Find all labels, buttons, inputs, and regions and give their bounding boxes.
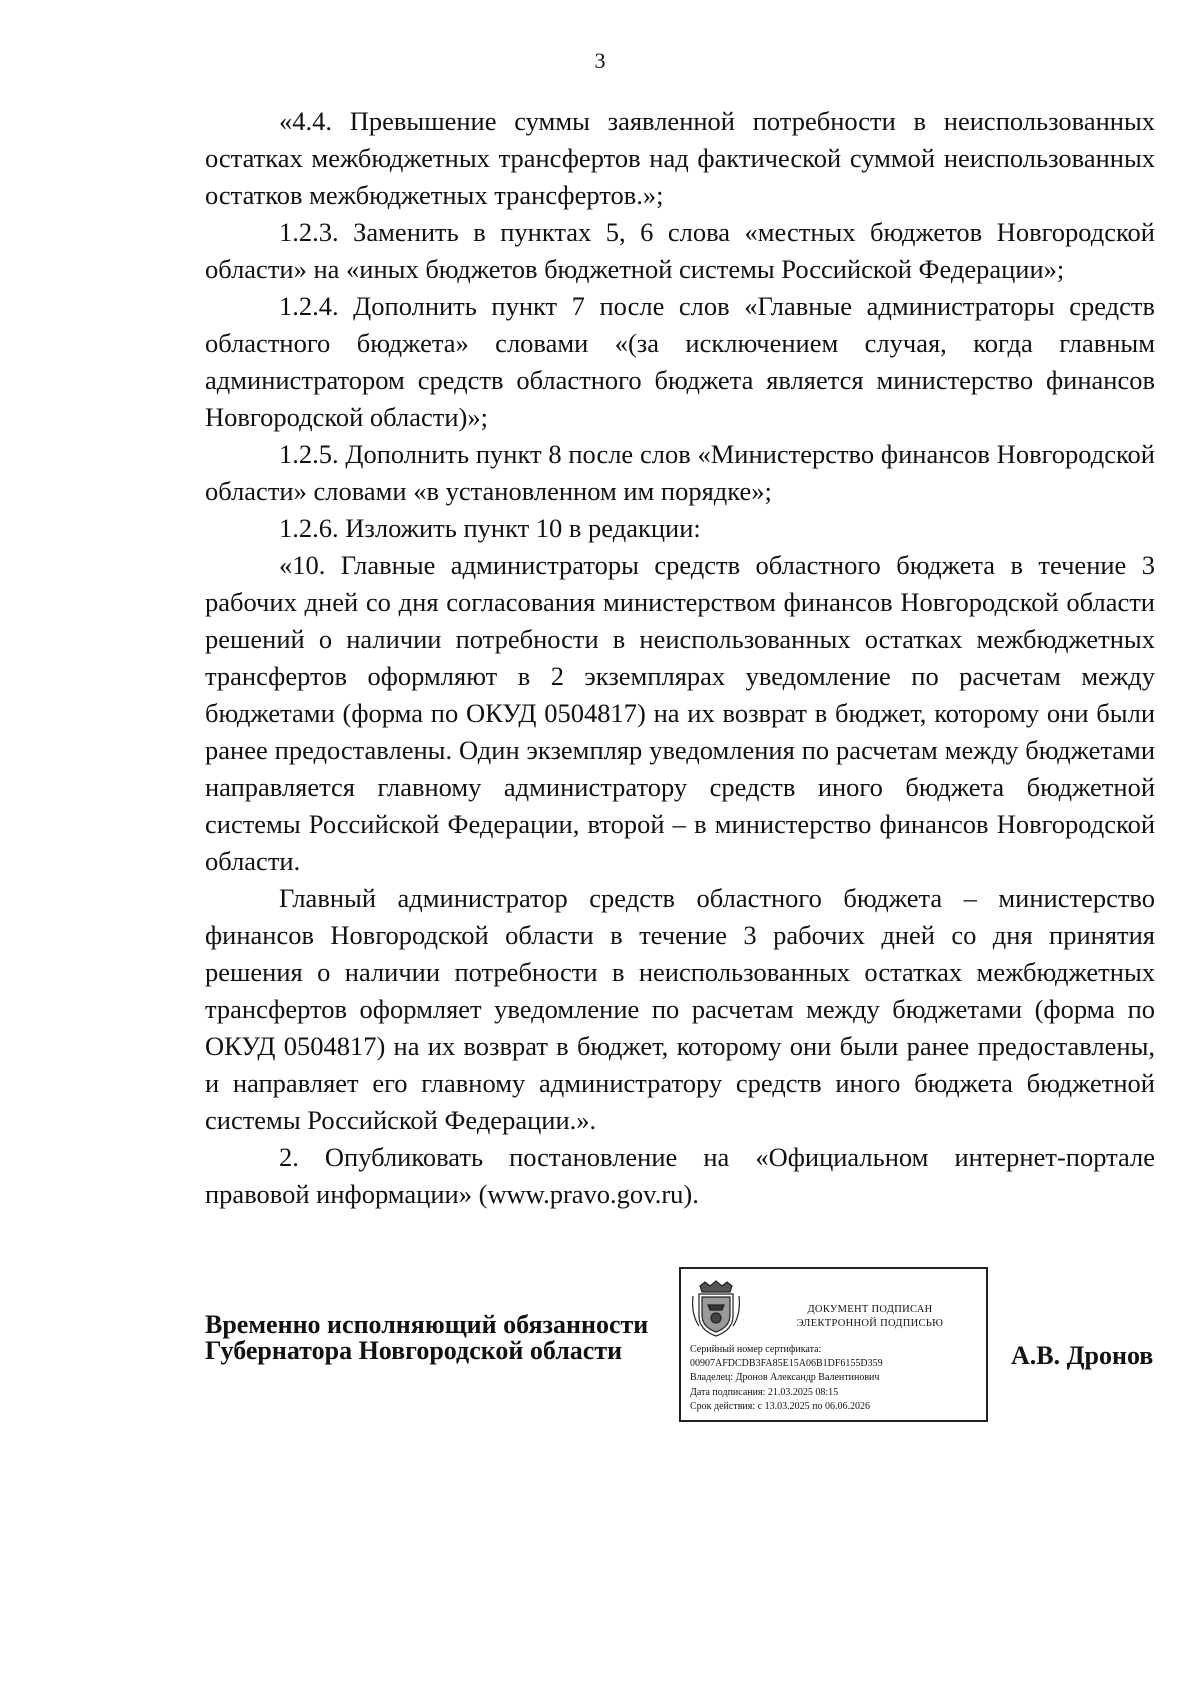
paragraph-10: «10. Главные администраторы средств областного бюджета в течение 3 рабочих дней со дня согласования министерством финансов Новгородской области решений о наличии потребности в неиспользованных остатках межбюджетных трансфертов оформляют в 2 экземплярах уведомление по расчетам между бюджетами (форма по ОКУД 0504817) на их возврат в бюджет, которому они были ранее предоставлены. Один экземпляр уведомления по расчетам между бюджетами направляется главному администратору средств иного бюджета бюджетной системы Российской Федерации, второй – в министерство финансов Новгородской области. (205, 550, 1155, 876)
paragraph-main-administrator: Главный администратор средств областного бюджета – министерство финансов Новгородской области в течение 3 рабочих дней со дня принятия решения о наличии потребности в неиспользованных остатках межбюджетных трансфертов оформляет уведомление по расчетам между бюджетами (форма по ОКУД 0504817) на их возврат в бюджет, которому они были ранее предоставлены, и направляет его главному администратору средств иного бюджета бюджетной системы Российской Федерации.». (205, 883, 1155, 1135)
stamp-heading-line-2: ЭЛЕКТРОННОЙ ПОДПИСЬЮ (796, 1318, 944, 1329)
stamp-heading (757, 1303, 983, 1331)
page-number: 3 (594, 48, 606, 73)
signatory-title-line-1: Временно исполняющий обязанности (205, 1310, 649, 1339)
paragraph-4-4: «4.4. Превышение суммы заявленной потребности в неиспользованных остатках межбюджетных трансфертов над фактической суммой неиспользованных остатков межбюджетных трансфертов.»; (205, 106, 1155, 210)
signer-name: А.В. Дронов (1011, 1341, 1154, 1370)
signatory-title (205, 1312, 648, 1364)
coat-of-arms-icon (691, 1280, 741, 1338)
paragraph-publish: 2. Опубликовать постановление на «Официальном интернет-портале правовой информации» (www.pravo.gov.ru). (205, 1142, 1155, 1209)
stamp-serial-label: Серийный номер сертификата: (690, 1344, 822, 1355)
stamp-details (690, 1343, 883, 1414)
paragraph-1-2-4: 1.2.4. Дополнить пункт 7 после слов «Главные администраторы средств областного бюджета» словами «(за исключением случая, когда главным администратором средств областного бюджета является министерство финансов Новгородской области)»; (205, 291, 1155, 432)
document-body (205, 103, 1155, 1213)
stamp-signed-date: Дата подписания: 21.03.2025 08:15 (690, 1386, 839, 1398)
stamp-validity: Срок действия: с 13.03.2025 по 06.06.2026 (690, 1400, 870, 1412)
stamp-heading-line-1: ДОКУМЕНТ ПОДПИСАН (807, 1304, 933, 1315)
paragraph-1-2-6: 1.2.6. Изложить пункт 10 в редакции: (279, 513, 701, 543)
paragraph-1-2-3: 1.2.3. Заменить в пунктах 5, 6 слова «местных бюджетов Новгородской области» на «иных бюджетов бюджетной системы Российской Федерации»; (205, 217, 1155, 284)
stamp-serial-value: 00907AFDCDB3FA85E15A06B1DF6155D359 (690, 1358, 883, 1370)
paragraph-1-2-5: 1.2.5. Дополнить пункт 8 после слов «Министерство финансов Новгородской области» словами «в установленном им порядке»; (205, 439, 1155, 506)
stamp-owner: Владелец: Дронов Александр Валентинович (690, 1372, 880, 1384)
electronic-signature-stamp (679, 1267, 988, 1422)
signatory-title-line-2: Губернатора Новгородской области (205, 1336, 623, 1365)
